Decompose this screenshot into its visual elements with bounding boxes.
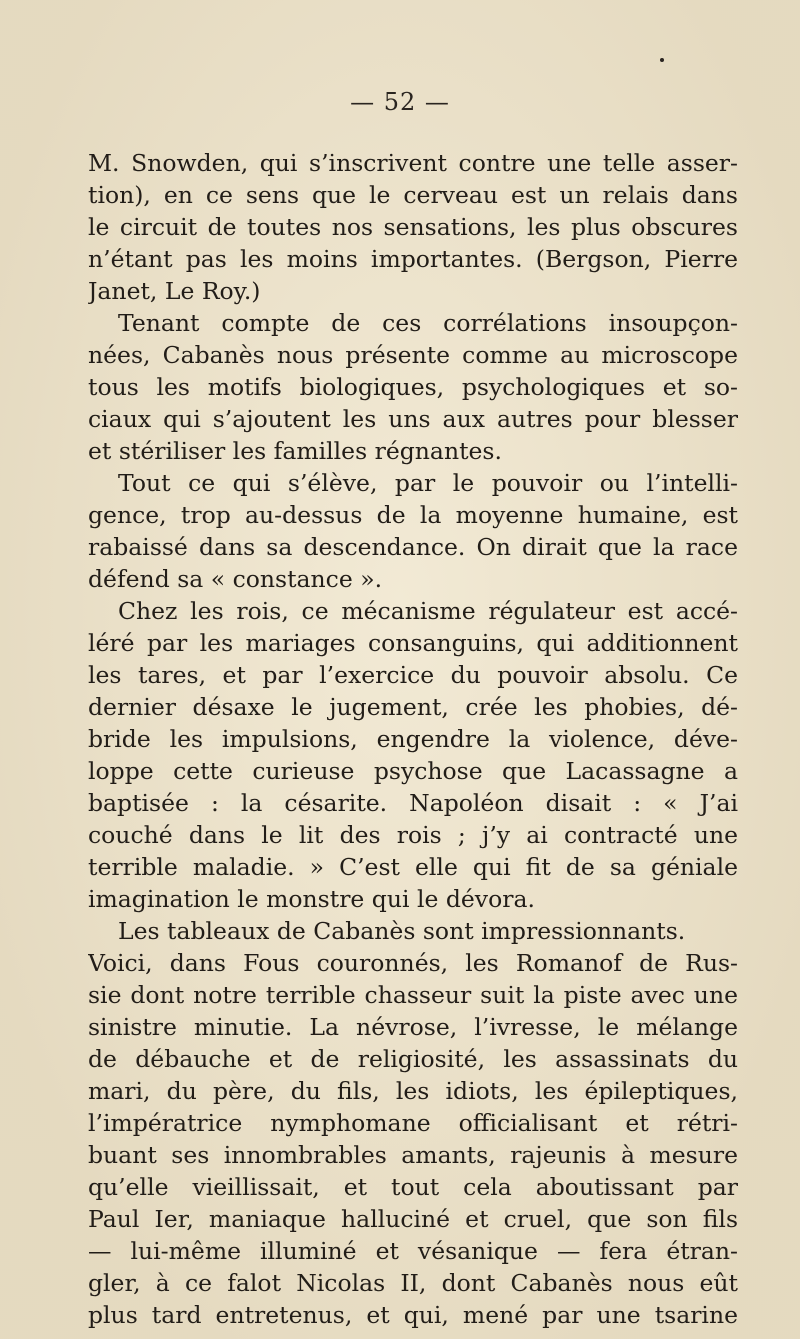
text-line: les tares, et par l’exercice du pouvoir absolu. Ce [88,661,738,689]
text-line: qu’elle vieillissait, et tout cela aboutissant par [88,1173,738,1201]
text-line: Janet, Le Roy.) [88,277,261,305]
text-line: Paul Ier, maniaque halluciné et cruel, que son fils [88,1205,738,1233]
text-line: et stériliser les familles régnantes. [88,437,502,465]
text-line: Chez les rois, ce mécanisme régulateur est accé- [118,597,738,625]
text-line: Les tableaux de Cabanès sont impressionnants. [118,917,686,945]
text-line: Voici, dans Fous couronnés, les Romanof de Rus- [88,949,738,977]
page-number: — 52 — [350,88,450,116]
text-line: baptisée : la césarite. Napoléon disait : « J’ai [88,789,738,817]
text-line: loppe cette curieuse psychose que Lacassagne a [88,757,738,785]
text-line: terrible maladie. » C’est elle qui fit de sa géniale [88,853,738,881]
text-line: rabaissé dans sa descendance. On dirait que la race [88,533,738,561]
text-line: le circuit de toutes nos sensations, les plus obscures [88,213,738,241]
text-line: gler, à ce falot Nicolas II, dont Cabanès nous eût [88,1269,738,1297]
text-line: tion), en ce sens que le cerveau est un relais dans [88,181,738,209]
text-line: l’impératrice nymphomane officialisant et rétri- [88,1109,738,1137]
text-line: sie dont notre terrible chasseur suit la piste avec une [88,981,738,1009]
text-line: défend sa « constance ». [88,565,383,593]
text-line: — lui-même illuminé et vésanique — fera étran- [88,1237,738,1265]
text-line: n’étant pas les moins importantes. (Bergson, Pierre [88,245,738,273]
text-line: plus tard entretenus, et qui, mené par une tsarine [88,1301,738,1329]
text-line: sinistre minutie. La névrose, l’ivresse, le mélange [88,1013,738,1041]
ink-speck [660,58,664,62]
text-line: imagination le monstre qui le dévora. [88,885,535,913]
body-text [88,147,738,1331]
text-line: de débauche et de religiosité, les assassinats du [88,1045,738,1073]
text-line: ciaux qui s’ajoutent les uns aux autres pour blesser [88,405,738,433]
text-line: buant ses innombrables amants, rajeunis à mesure [88,1141,738,1169]
text-line: bride les impulsions, engendre la violence, déve- [88,725,738,753]
text-line: tous les motifs biologiques, psychologiques et so- [88,373,738,401]
text-line: Tenant compte de ces corrélations insoupçon- [118,309,738,337]
text-line: gence, trop au-dessus de la moyenne humaine, est [88,501,738,529]
text-line: M. Snowden, qui s’inscrivent contre une telle asser- [88,149,738,177]
text-line: couché dans le lit des rois ; j’y ai contracté une [88,821,738,849]
text-line: Tout ce qui s’élève, par le pouvoir ou l’intelli- [118,469,738,497]
text-line: léré par les mariages consanguins, qui additionnent [88,629,738,657]
text-line: dernier désaxe le jugement, crée les phobies, dé- [88,693,738,721]
text-line: nées, Cabanès nous présente comme au microscope [88,341,738,369]
text-line: mari, du père, du fils, les idiots, les épileptiques, [88,1077,738,1105]
